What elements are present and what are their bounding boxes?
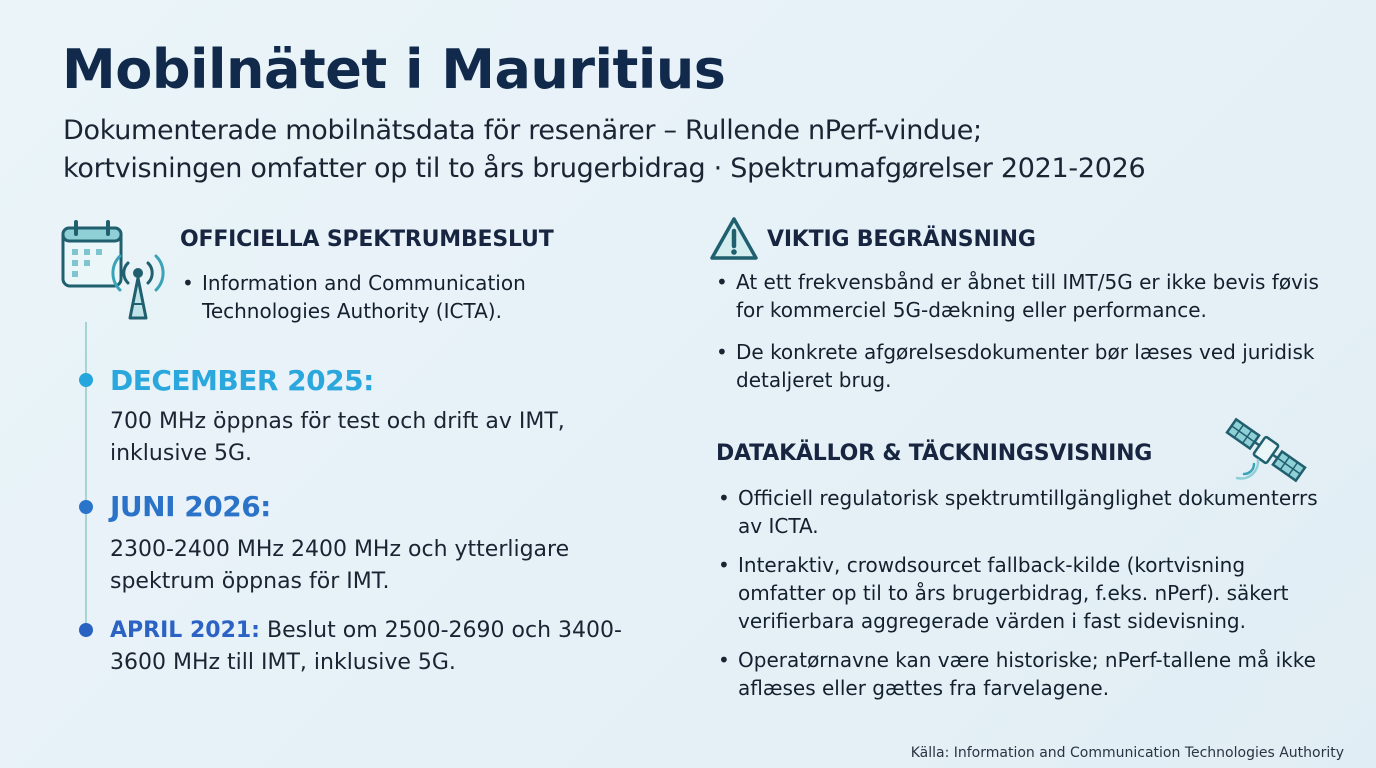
timeline-date-december-2025: DECEMBER 2025: bbox=[110, 364, 374, 397]
timeline-text-april-2021: Beslut om 2500-2690 och 3400-3600 MHz till IMT, inklusive 5G. bbox=[110, 618, 622, 675]
limitation-item: • De konkrete afgørelsesdokumenter bør læses ved juridisk detaljeret brug. bbox=[714, 338, 1334, 394]
timeline-line bbox=[85, 322, 87, 634]
limitation-list bbox=[714, 268, 1334, 408]
timeline-entry-april-2021 bbox=[110, 615, 650, 679]
data-sources-heading: DATAKÄLLOR & TÄCKNINGSVISNING bbox=[716, 441, 1153, 466]
data-sources-item: • Interaktiv, crowdsourcet fallback-kilde (kortvisning omfatter op til to års brugerbidrag, f.eks. nPerf). säkert verifierbara aggregerade värden i fast sidevisning. bbox=[716, 551, 1336, 635]
limitation-heading: VIKTIG BEGRÄNSNING bbox=[767, 227, 1036, 252]
official-decisions-item: • Information and Communication Technologies Authority (ICTA). bbox=[180, 269, 580, 325]
page-title: Mobilnätet i Mauritius bbox=[62, 38, 726, 101]
source-footer: Källa: Information and Communication Technologies Authority bbox=[910, 745, 1344, 761]
timeline-date-juni-2026: JUNI 2026: bbox=[110, 490, 271, 523]
data-sources-item: • Officiell regulatorisk spektrumtillgänglighet dokumenterrs av ICTA. bbox=[716, 484, 1336, 540]
timeline-text-juni-2026: 2300-2400 MHz 2400 MHz och ytterligare spektrum öppnas för IMT. bbox=[110, 537, 570, 594]
data-sources-item: • Operatørnavne kan være historiske; nPerf-tallene må ikke aflæses eller gættes fra farvelagene. bbox=[716, 646, 1336, 702]
official-decisions-list bbox=[180, 269, 580, 325]
timeline-dot bbox=[79, 623, 93, 637]
limitation-item: • At ett frekvensbånd er åbnet till IMT/5G er ikke bevis føvis for kommerciel 5G-dækning eller performance. bbox=[714, 268, 1334, 324]
timeline-dot bbox=[79, 500, 93, 514]
official-decisions-heading: OFFICIELLA SPEKTRUMBESLUT bbox=[180, 227, 554, 252]
calendar-antenna-icon bbox=[60, 218, 170, 326]
subtitle-line-2: kortvisningen omfatter op til to års brugerbidrag · Spektrumafgørelser 2021-2026 bbox=[63, 153, 1146, 184]
warning-triangle-icon bbox=[709, 216, 759, 262]
timeline-dot bbox=[79, 373, 93, 387]
data-sources-list bbox=[716, 484, 1336, 713]
timeline-text-december-2025: 700 MHz öppnas för test och drift av IMT, inklusive 5G. bbox=[110, 409, 565, 466]
timeline-date-april-2021: APRIL 2021: bbox=[110, 618, 260, 643]
subtitle-line-1: Dokumenterade mobilnätsdata för resenärer – Rullende nPerf-vindue; bbox=[63, 115, 982, 146]
